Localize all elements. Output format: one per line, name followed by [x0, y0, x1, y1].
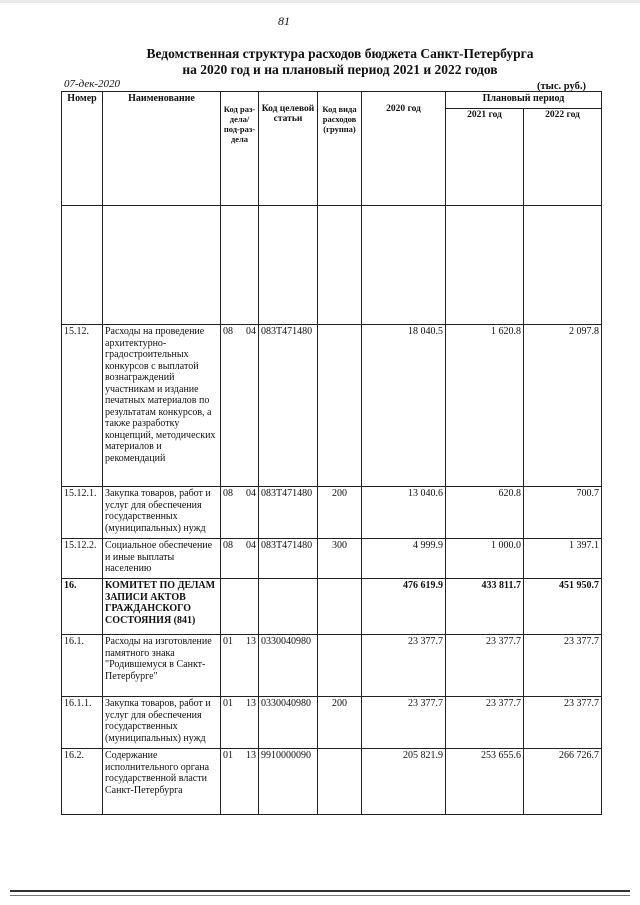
row-value-2020: 23 377.7: [362, 635, 446, 697]
row-section-code: 08 04: [221, 325, 259, 487]
row-number: 16.1.: [62, 635, 103, 697]
row-target-code: 083Т471480: [259, 487, 318, 539]
row-name: КОМИТЕТ ПО ДЕЛАМ ЗАПИСИ АКТОВ ГРАЖДАНСКОГО СОСТОЯНИЯ (841): [103, 579, 221, 635]
row-name: Расходы на проведение архитектурно-градостроительных конкурсов с выплатой вознаграждений участникам и издание печатных материалов по результатам конкурсов, а также разработку концепций, методических материалов и рекомендаций: [103, 325, 221, 487]
row-value-2021: 620.8: [446, 487, 524, 539]
row-section-code: 08 04: [221, 539, 259, 579]
document-date: 07-дек-2020: [64, 78, 121, 90]
row-value-2020: 13 040.6: [362, 487, 446, 539]
scan-edge-bottom-thin: [10, 895, 630, 896]
row-number: 16.: [62, 579, 103, 635]
row-name: Социальное обеспечение и иные выплаты населению: [103, 539, 221, 579]
title-line-2: на 2020 год и на плановый период 2021 и 2022 годов: [182, 62, 498, 77]
row-expense-type: 200: [318, 697, 362, 749]
row-target-code: [259, 579, 318, 635]
row-name: Закупка товаров, работ и услуг для обеспечения государственных (муниципальных) нужд: [103, 487, 221, 539]
header-2021: 2021 год: [446, 109, 524, 206]
table-row: [62, 487, 602, 539]
row-number: 16.1.1.: [62, 697, 103, 749]
row-target-code: 083Т471480: [259, 539, 318, 579]
units-label: (тыс. руб.): [537, 81, 586, 92]
row-value-2021: 433 811.7: [446, 579, 524, 635]
row-value-2021: 1 620.8: [446, 325, 524, 487]
table-row: [62, 635, 602, 697]
row-name: Содержание исполнительного органа государственной власти Санкт-Петербурга: [103, 749, 221, 815]
table-row: [62, 697, 602, 749]
row-value-2020: 18 040.5: [362, 325, 446, 487]
row-value-2022: 1 397.1: [524, 539, 602, 579]
row-value-2020: 4 999.9: [362, 539, 446, 579]
row-section-code: [221, 579, 259, 635]
row-value-2020: 23 377.7: [362, 697, 446, 749]
row-value-2022: 451 950.7: [524, 579, 602, 635]
blank-spacer-row: [62, 206, 602, 325]
row-section-code: 01 13: [221, 635, 259, 697]
row-section-code: 01 13: [221, 749, 259, 815]
header-2020: 2020 год: [362, 92, 446, 206]
row-target-code: 083Т471480: [259, 325, 318, 487]
row-value-2021: 253 655.6: [446, 749, 524, 815]
row-number: 15.12.2.: [62, 539, 103, 579]
row-number: 15.12.: [62, 325, 103, 487]
row-name: Расходы на изготовление памятного знака "Родившемуся в Санкт-Петербурге": [103, 635, 221, 697]
table-row: [62, 325, 602, 487]
row-target-code: 9910000090: [259, 749, 318, 815]
row-value-2021: 23 377.7: [446, 635, 524, 697]
row-value-2021: 23 377.7: [446, 697, 524, 749]
row-value-2020: 205 821.9: [362, 749, 446, 815]
header-planning-period: Плановый период: [446, 92, 602, 109]
header-2022: 2022 год: [524, 109, 602, 206]
row-target-code: 0330040980: [259, 697, 318, 749]
row-expense-type: [318, 325, 362, 487]
document-title: [60, 46, 620, 78]
row-value-2020: 476 619.9: [362, 579, 446, 635]
table-row: [62, 539, 602, 579]
title-line-1: Ведомственная структура расходов бюджета Санкт-Петербурга: [146, 46, 534, 61]
table-row-committee: [62, 579, 602, 635]
row-value-2022: 2 097.8: [524, 325, 602, 487]
header-name: Наименование: [103, 92, 221, 206]
row-number: 16.2.: [62, 749, 103, 815]
row-expense-type: 200: [318, 487, 362, 539]
table-row: [62, 749, 602, 815]
row-value-2022: 23 377.7: [524, 635, 602, 697]
row-value-2022: 23 377.7: [524, 697, 602, 749]
scan-edge-bottom: [10, 890, 630, 892]
header-target-code: Код целевой статьи: [259, 92, 318, 206]
row-expense-type: [318, 635, 362, 697]
scan-edge-top: [0, 0, 640, 3]
page-number: 81: [278, 14, 290, 28]
row-name: Закупка товаров, работ и услуг для обеспечения государственных (муниципальных) нужд: [103, 697, 221, 749]
row-target-code: 0330040980: [259, 635, 318, 697]
header-expense-type-code: Код вида расходов (группа): [318, 92, 362, 206]
row-value-2022: 700.7: [524, 487, 602, 539]
row-value-2022: 266 726.7: [524, 749, 602, 815]
budget-table: [61, 91, 602, 815]
header-number: Номер: [62, 92, 103, 206]
row-number: 15.12.1.: [62, 487, 103, 539]
row-section-code: 01 13: [221, 697, 259, 749]
row-section-code: 08 04: [221, 487, 259, 539]
header-row-1: [62, 92, 602, 109]
header-section-code: Код раз-дела/ под-раз-дела: [221, 92, 259, 206]
row-expense-type: [318, 579, 362, 635]
row-expense-type: 300: [318, 539, 362, 579]
row-expense-type: [318, 749, 362, 815]
row-value-2021: 1 000.0: [446, 539, 524, 579]
